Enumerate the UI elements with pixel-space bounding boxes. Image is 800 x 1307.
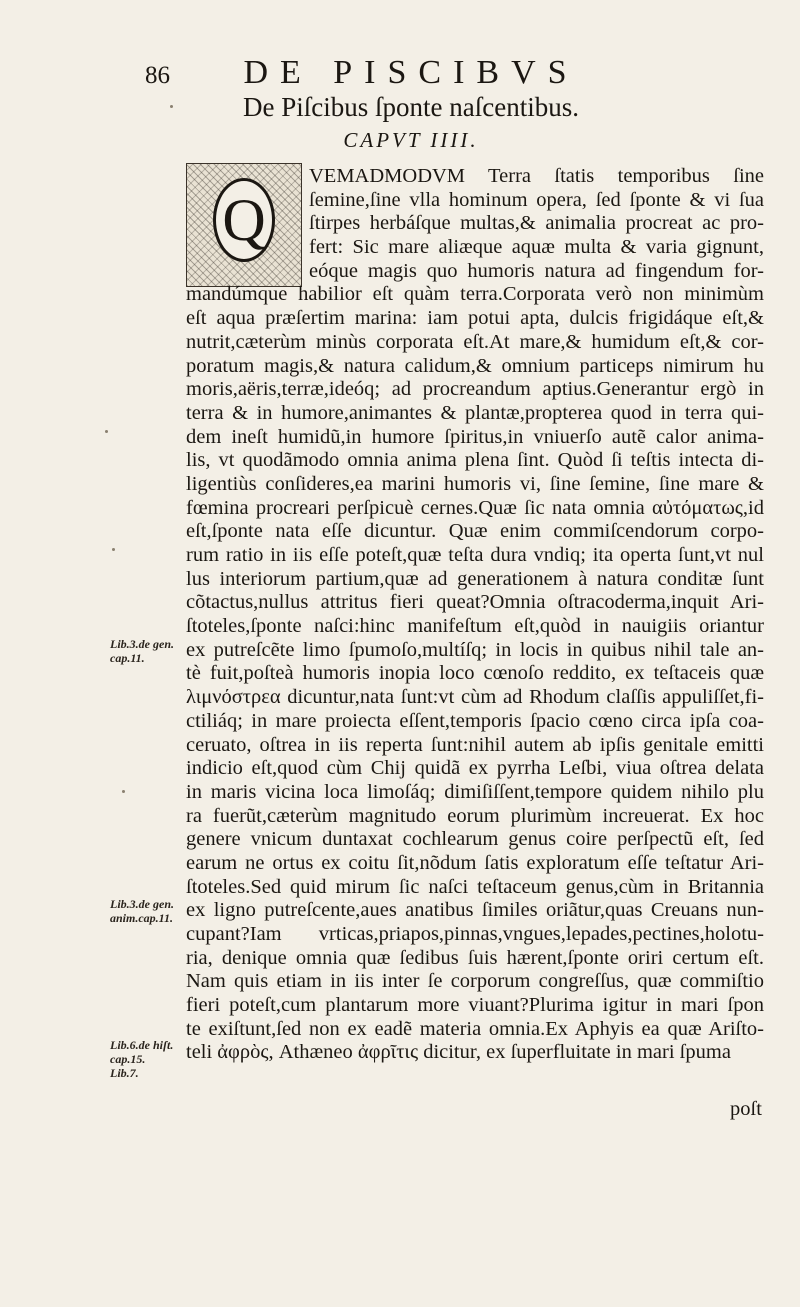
text-line: teli ἀφρὸς, Athæneo ἀφρῖτις dicitur, ex ſuperfluitate in mari ſpuma <box>186 1041 731 1064</box>
text-line: eſt,ſponte nata eſſe dicuntur. Quæ enim commiſcendorum corpo- <box>186 520 764 543</box>
text-line: eóque magis quo humoris natura ad fingendum for- <box>309 259 764 282</box>
text-line: λιμνόστρεα dicuntur,nata ſunt:vt cùm ad Rhodum claſſis appuliſſet,fi- <box>186 686 764 709</box>
margin-note <box>110 1038 178 1080</box>
initial-letter: Q <box>213 178 275 262</box>
text-line: ceruato, oſtrea in iis reperta ſunt:nihil autem ab ipſis genitale emitti <box>186 733 764 756</box>
text-line: in maris vicina loca limoſáq; dimiſiſſent,tempore quidem nihilo plu <box>186 780 764 803</box>
margin-note-line: anim.cap.11. <box>110 911 174 925</box>
text-line: ligentiùs conſideres,ea marini humoris vi, ſine ſemine, ſine mare & <box>186 472 764 495</box>
text-line: tè fuit,poſteà humoris inopia loco cœnoſo reddito, ex teſtaceis quæ <box>186 662 764 685</box>
chapter-title: De Piſcibus ſponte naſcentibus. <box>243 92 579 122</box>
text-line: ex putreſcẽte limo ſpumoſo,multíſq; in locis in quibus nihil tale an- <box>186 638 764 661</box>
text-line: ctiliáq; in mare proiecta eſſent,temporis ſpacio cœno circa ipſa coa- <box>186 709 764 732</box>
paper-speck <box>112 548 115 551</box>
text-line: fœmina procreari perſpicuè cernes.Quæ ſic nata omnia αὐτόματως,id <box>186 496 764 519</box>
text-line: ſemine,ſine vlla hominum opera, ſed ſponte & vi ſua <box>309 188 764 211</box>
margin-note <box>110 897 178 925</box>
margin-note-line: Lib.3.de gen. <box>110 637 174 651</box>
text-line: rum ratio in iis eſſe poteſt,quæ teſta dura vndiq; ita operta ſunt,vt nul <box>186 544 764 566</box>
text-line: VEMADMODVM Terra ſtatis temporibus ſine <box>309 165 764 187</box>
body-text <box>186 165 764 1065</box>
text-line: cõtactus,nullus attritus fieri queat?Omnia oſtracoderma,inquit Ari- <box>186 591 764 614</box>
margin-note-line: cap.11. <box>110 651 145 665</box>
margin-note-line: Lib.3.de gen. <box>110 897 174 911</box>
text-line: earum ne ortus ex coitu ſit,nõdum ſatis exploratum eſſe teſtatur Ari- <box>186 851 764 874</box>
paper-speck <box>122 790 125 793</box>
text-line: te exiſtunt,ſed non ex eadẽ materia omnia.Ex Aphyis ea quæ Ariſto- <box>186 1017 764 1040</box>
running-head: DE PISCIBVS <box>243 54 579 91</box>
text-line: mandúmque habilior eſt quàm terra.Corporata verò non minimùm <box>186 283 764 306</box>
text-line: cupant?Iam vrticas,priapos,pinnas,vngues,lepades,pectines,holotu- <box>186 923 764 945</box>
text-line: Nam quis etiam in iis inter ſe corporum congreſſus, quæ commiſtio <box>186 970 764 993</box>
text-line: genere vnicum duntaxat cochlearum genus coire perſpectũ eſt, ſed <box>186 828 764 851</box>
text-line: ſtirpes herbáſque multas,& animalia procreat ac pro- <box>309 212 764 235</box>
text-line: ſtoteles,ſponte naſci:hinc manifeſtum eſt,quòd in nauigiis oriantur <box>186 615 764 638</box>
text-line: ria, denique omnia quæ ſedibus ſuis hærent,ſponte oriri certum eſt. <box>186 946 764 969</box>
text-line: fieri poteſt,cum plantarum more viuant?Plurima igitur in mari ſpon <box>186 994 764 1017</box>
text-line: terra & in humore,animantes & plantæ,propterea quod in terra qui- <box>186 401 764 424</box>
margin-note <box>110 637 178 665</box>
paper-speck <box>105 430 108 433</box>
catchword: poſt <box>730 1098 762 1120</box>
text-line: ra fuerũt,cæterùm magnitudo eorum plurimùm increuerat. Ex hoc <box>186 804 764 827</box>
text-line: fert: Sic mare aliæque aquæ multa & varia gignunt, <box>309 236 764 259</box>
text-line: ſtoteles.Sed quid mirum ſic naſci teſtaceum genus,cùm in Britannia <box>186 875 764 898</box>
text-line: lis, vt quodãmodo omnia anima plena ſint. Quòd ſi teſtis intecta di- <box>186 449 764 472</box>
page-number: 86 <box>145 62 170 89</box>
text-line: ex ligno putreſcente,aues anatibus ſimiles oriãtur,quas Creuans nun- <box>186 899 764 922</box>
paper-speck <box>170 105 173 108</box>
text-line: moris,aëris,terræ,ideóq; ad procreandum aptius.Generantur ergò in <box>186 378 764 401</box>
chapter-heading: CAPVT IIII. <box>343 128 479 152</box>
margin-note-line: Lib.7. <box>110 1066 139 1080</box>
text-line: lus interiorum partium,quæ ad generationem à natura conditæ ſunt <box>186 567 764 590</box>
text-line: indicio eſt,quod cùm Chij quidã ex pyrrha Leſbi, viua oſtrea delata <box>186 757 764 780</box>
text-line: eſt aqua præſertim marina: iam potui apta, dulcis frigidáque eſt,& <box>186 307 764 330</box>
margin-note-line: Lib.6.de hiſt. <box>110 1038 174 1052</box>
text-line: nutrit,cæterùm minùs corporata eſt.At mare,& humidum eſt,& cor- <box>186 330 764 353</box>
text-line: poratum magis,& natura calidum,& omnium particeps nimirum hu <box>186 354 764 377</box>
text-line: dem ineſt humidũ,in humore ſpiritus,in vniuerſo autẽ calor anima- <box>186 425 764 448</box>
margin-note-line: cap.15. <box>110 1052 146 1066</box>
